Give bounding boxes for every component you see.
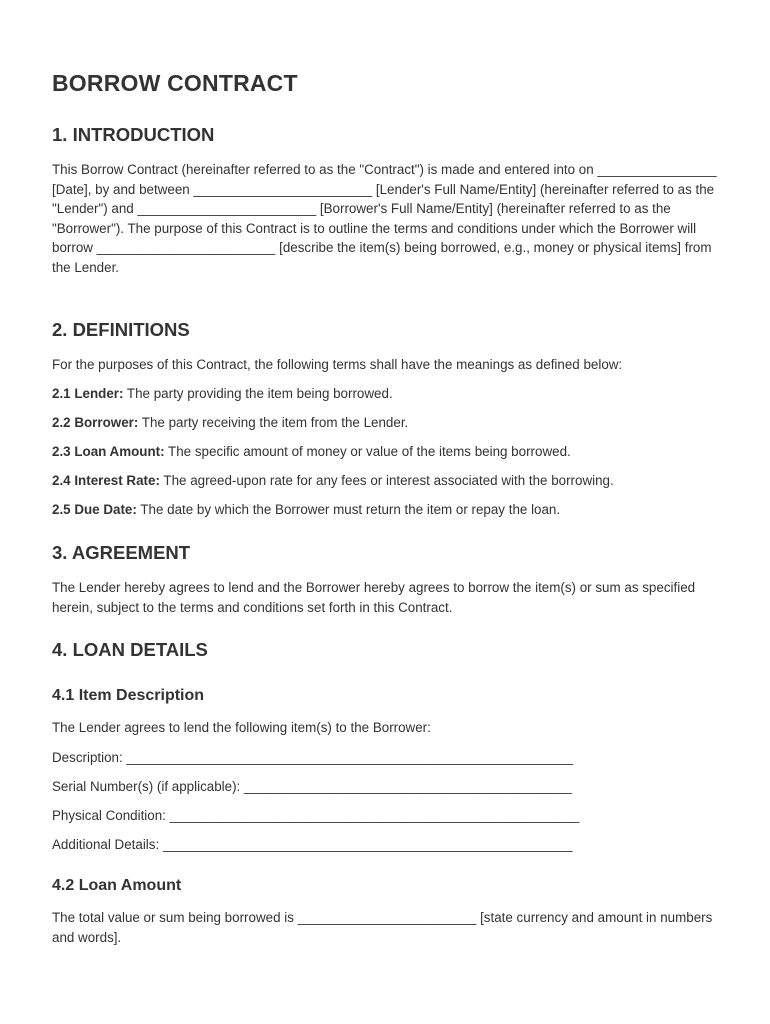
definition-item xyxy=(52,471,718,491)
definition-text: The party receiving the item from the Lender. xyxy=(138,415,409,430)
item-description-intro: The Lender agrees to lend the following item(s) to the Borrower: xyxy=(52,720,431,735)
definition-item xyxy=(52,500,718,520)
definition-text: The date by which the Borrower must return the item or repay the loan. xyxy=(136,502,561,517)
definition-term: 2.4 Interest Rate: xyxy=(52,473,160,488)
definition-text: The agreed-upon rate for any fees or interest associated with the borrowing. xyxy=(159,473,614,488)
description-field: Description: ____________________________________________________________ xyxy=(52,750,574,765)
document-title: BORROW CONTRACT xyxy=(52,70,298,96)
definition-item xyxy=(52,384,718,404)
definition-term: 2.5 Due Date: xyxy=(52,502,137,517)
subsection-heading-loan-amount: 4.2 Loan Amount xyxy=(52,877,182,894)
section-heading-definitions: 2. DEFINITIONS xyxy=(52,319,190,340)
section-heading-loan-details: 4. LOAN DETAILS xyxy=(52,639,208,660)
definitions-intro: For the purposes of this Contract, the following terms shall have the meanings as defined below: xyxy=(52,357,623,372)
definition-text: The party providing the item being borrowed. xyxy=(123,386,393,401)
definition-term: 2.2 Borrower: xyxy=(52,415,139,430)
definition-term: 2.3 Loan Amount: xyxy=(52,444,165,459)
definition-text: The specific amount of money or value of the items being borrowed. xyxy=(164,444,571,459)
introduction-paragraph: This Borrow Contract (hereinafter referred to as the "Contract") is made and entered into on ________________ [Date], by and between ________________________ [Lender's Full Name/Entity] (hereinafter referred to as the "Lender") and ________________________ [Borrower's Full Name/Entity] (hereinafter referred to as the "Borrower"). The purpose of this Contract is to outline the terms and conditions under which the Borrower will borrow ________________________ [describe the item(s) being borrowed, e.g., money or physical items] from the Lender. xyxy=(52,162,717,275)
section-heading-agreement: 3. AGREEMENT xyxy=(52,542,191,563)
definition-term: 2.1 Lender: xyxy=(52,386,124,401)
definition-item xyxy=(52,413,718,433)
additional-details-field: Additional Details: _______________________________________________________ xyxy=(52,837,573,852)
definition-item xyxy=(52,442,718,462)
subsection-heading-item-description: 4.1 Item Description xyxy=(52,687,205,704)
physical-condition-field: Physical Condition: _______________________________________________________ xyxy=(52,808,580,823)
loan-amount-paragraph: The total value or sum being borrowed is ________________________ [state currency and amount in numbers and words]. xyxy=(52,910,713,945)
serial-number-field: Serial Number(s) (if applicable): ____________________________________________ xyxy=(52,779,572,794)
agreement-paragraph: The Lender hereby agrees to lend and the Borrower hereby agrees to borrow the item(s) or sum as specified herein, subject to the terms and conditions set forth in this Contract. xyxy=(52,580,696,615)
section-heading-introduction: 1. INTRODUCTION xyxy=(52,124,215,145)
